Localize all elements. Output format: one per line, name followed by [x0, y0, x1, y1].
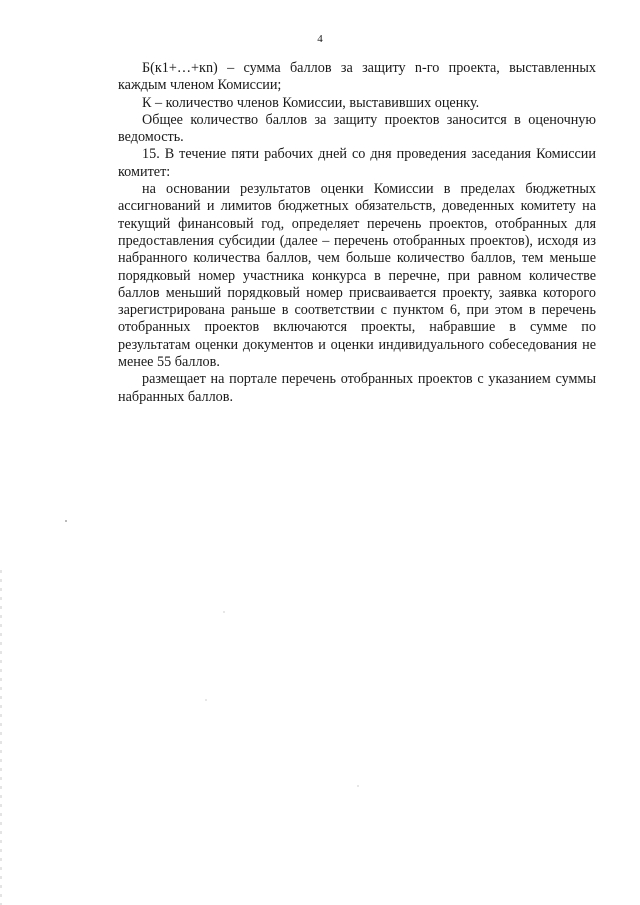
clause-15-paragraph: 15. В течение пяти рабочих дней со дня проведения заседания Комиссии комитет:	[118, 146, 596, 180]
document-body	[118, 60, 596, 406]
total-score-paragraph: Общее количество баллов за защиту проектов заносится в оценочную ведомость.	[118, 111, 596, 146]
formula-definition-paragraph: Б(к1+…+кn) – сумма баллов за защиту n-го проекта, выставленных каждым членом Комиссии;	[118, 60, 596, 94]
page-number: 4	[317, 33, 323, 45]
members-count-paragraph: К – количество членов Комиссии, выставивших оценку.	[142, 94, 480, 111]
selection-list-paragraph: на основании результатов оценки Комиссии в пределах бюджетных ассигнований и лимитов бюджетных обязательств, доведенных комитету на текущий финансовый год, определяет перечень проектов, отобранных для предоставления субсидии (далее – перечень отобранных проектов), исходя из набранного количества баллов, чем больше количество баллов, тем меньше порядковый номер участника конкурса в перечне, при равном количестве баллов меньший порядковый номер присваивается проекту, заявка которого зарегистрирована раньше в соответствии с пунктом 6, при этом в перечень отобранных проектов включаются проекты, набравшие в сумме по результатам оценки документов и оценки индивидуального собеседования не менее 55 баллов.	[118, 181, 596, 371]
portal-publication-paragraph: размещает на портале перечень отобранных проектов с указанием суммы набранных баллов.	[118, 371, 596, 405]
